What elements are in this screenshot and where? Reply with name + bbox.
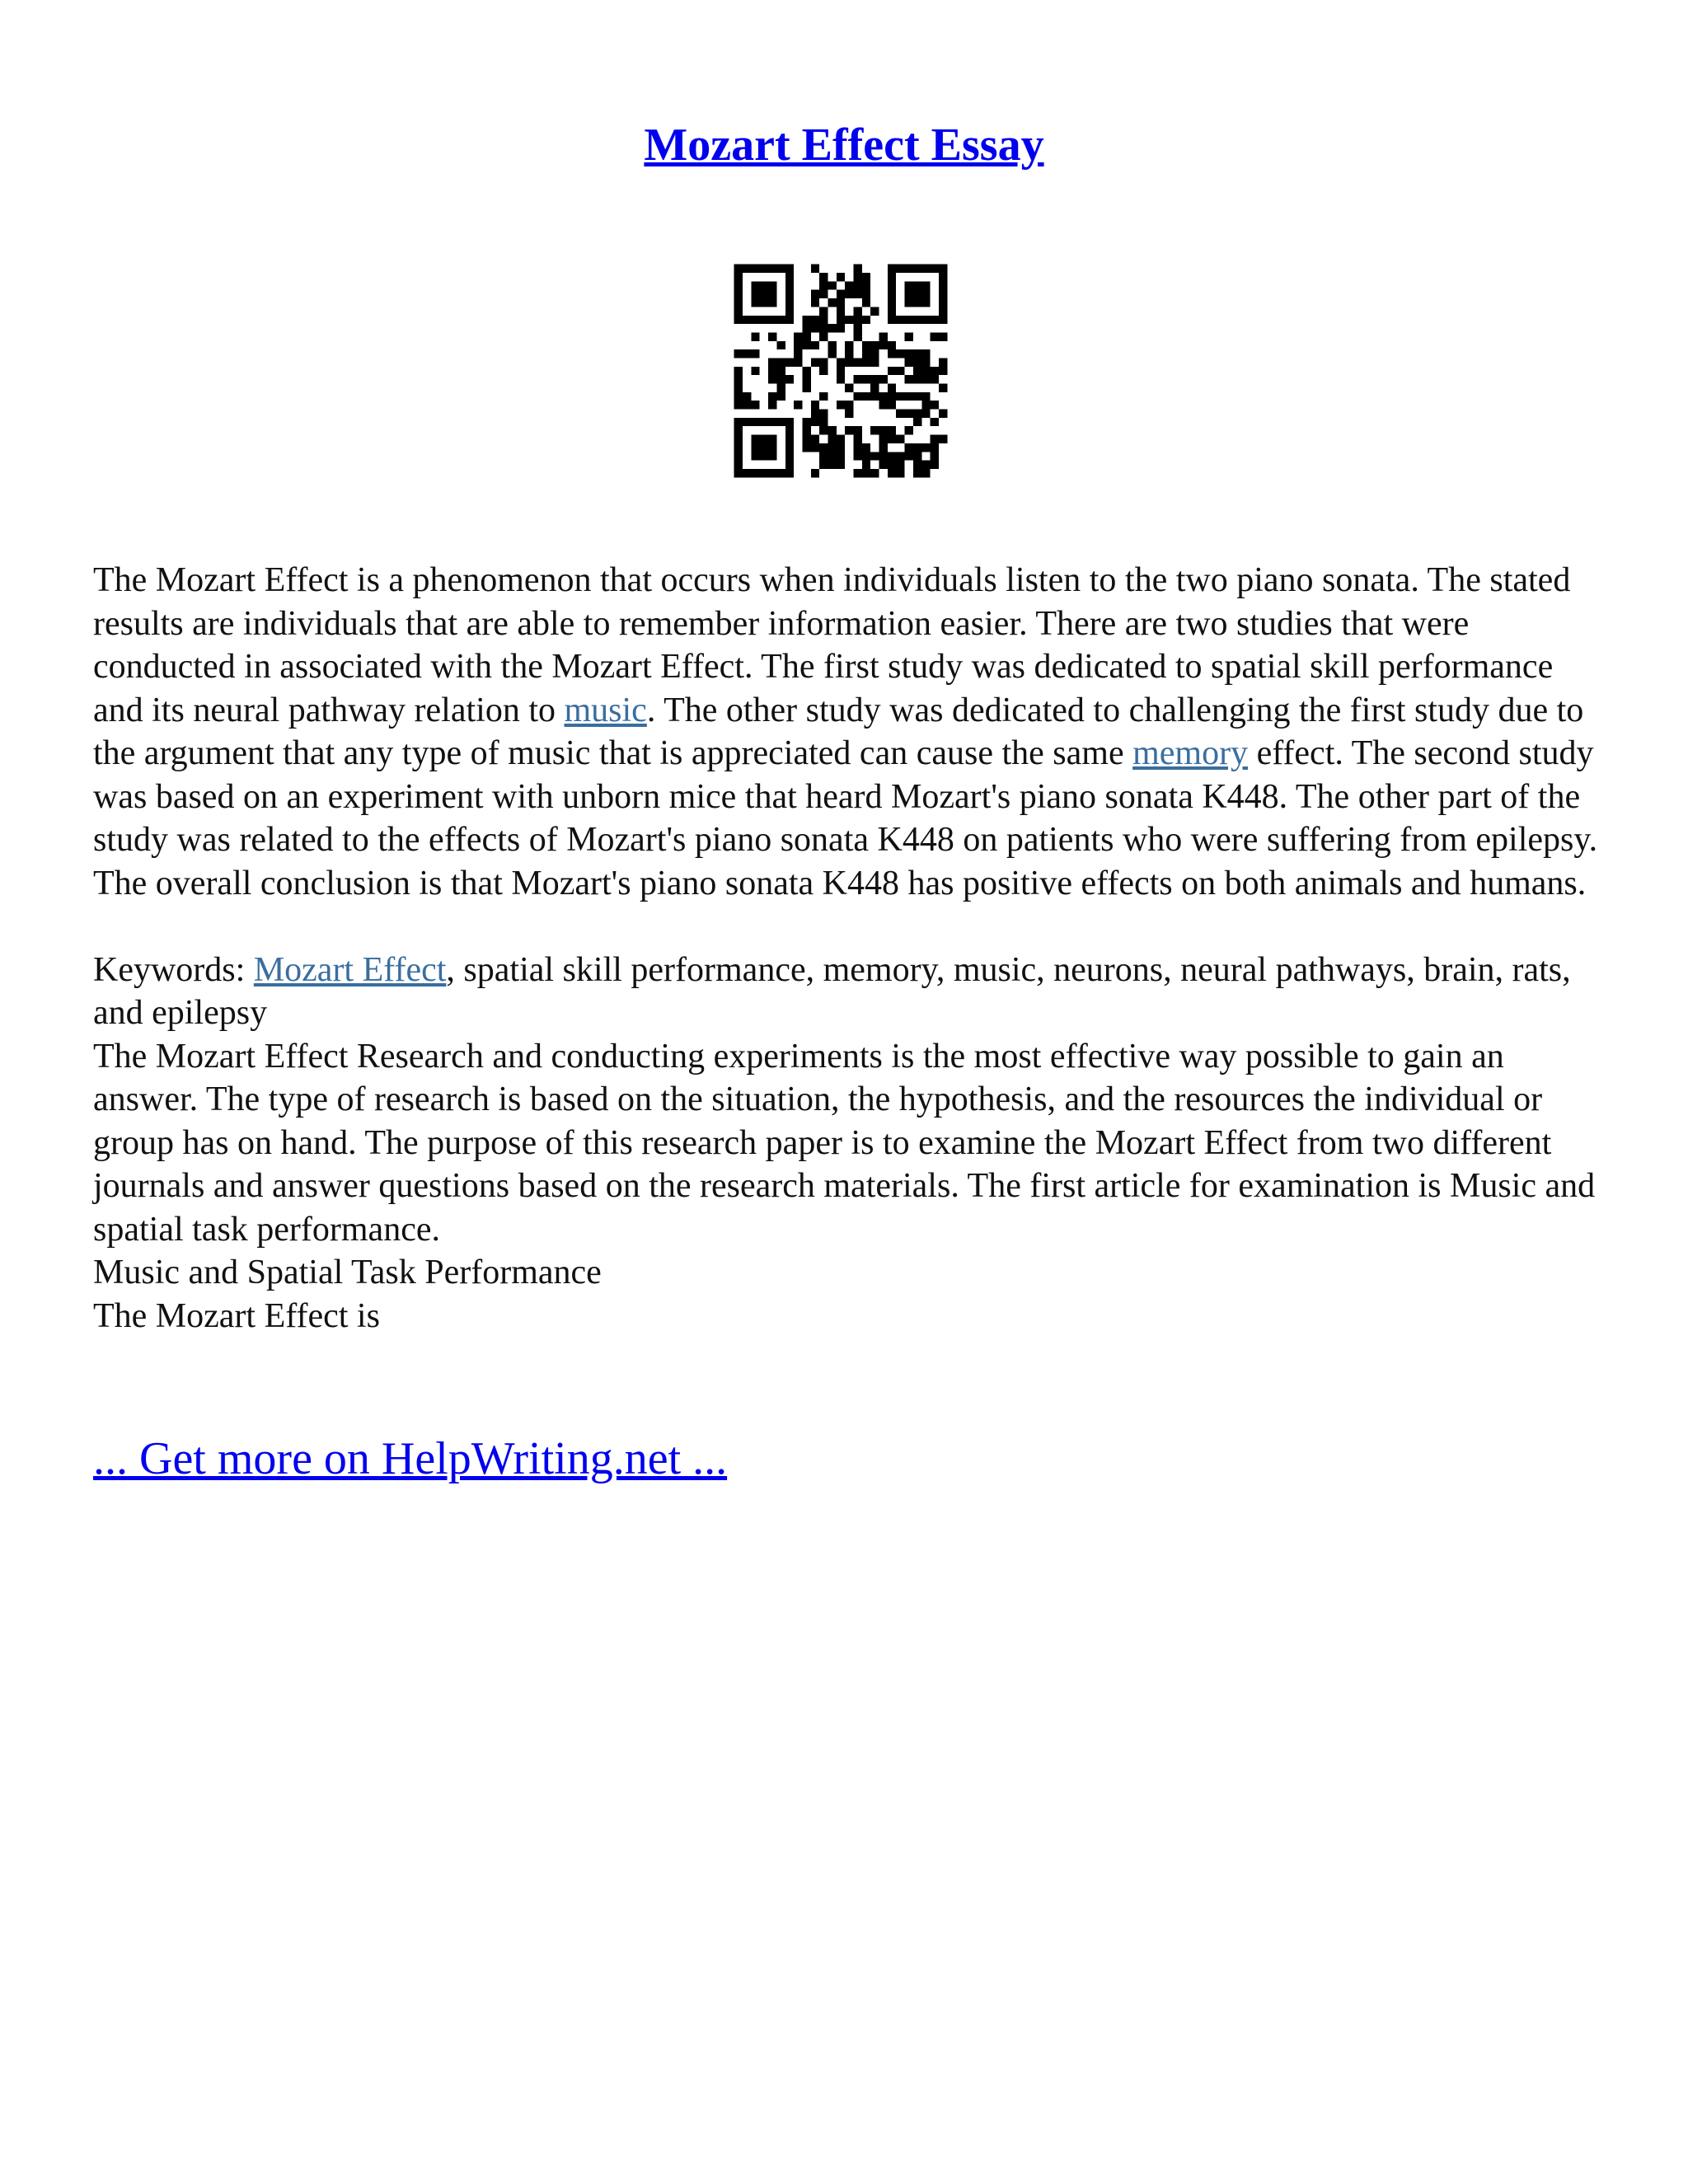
abstract-paragraph [93, 559, 1601, 905]
abstract-text-1: The Mozart Effect is a phenomenon that occurs when individuals listen to the two piano sonata. The stated results are individuals that are able to remember information easier. There are two studies that were conducted in associated with the Mozart Effect. The first study was dedicated to spatial skill performance and its neural pathway relation to [93, 561, 1571, 729]
music-link[interactable]: music [564, 691, 647, 729]
document-body [93, 559, 1601, 1338]
section-heading: Music and Spatial Task Performance [93, 1254, 602, 1291]
mozart-effect-link[interactable]: Mozart Effect [253, 950, 447, 989]
keywords-list: , spatial skill performance, memory, music, neurons, neural pathways, brain, rats, and epilepsy [93, 950, 1571, 1032]
keywords-prefix: Keywords: [93, 950, 254, 989]
qr-code-icon [717, 247, 964, 494]
keywords-paragraph [93, 949, 1601, 1035]
get-more-link[interactable]: ... Get more on HelpWriting.net ... [93, 1433, 728, 1484]
truncated-text: The Mozart Effect is [93, 1296, 380, 1335]
memory-link[interactable]: memory [1132, 734, 1249, 772]
title-link[interactable]: Mozart Effect Essay [644, 120, 1044, 171]
document-title [0, 115, 1688, 175]
get-more-link-container [93, 1430, 727, 1488]
qr-code-graphic [717, 247, 964, 494]
abstract-text-2: . The other study was dedicated to challenging the first study due to the argument that any type of music that is appreciated can cause the same [93, 691, 1584, 772]
intro-paragraph: The Mozart Effect Research and conducting experiments is the most effective way possible to gain an answer. The type of research is based on the situation, the hypothesis, and the resources the individual or group has on hand. The purpose of this research paper is to examine the Mozart Effect from two different journals and answer questions based on the research materials. The first article for examination is Music and spatial task performance. [93, 1037, 1596, 1249]
paragraph-gap [93, 905, 1601, 949]
abstract-text-3: effect. The second study was based on an experiment with unborn mice that heard Mozart's piano sonata K448. The other part of the study was related to the effects of Mozart's piano sonata K448 on patients who were suffering from epilepsy. The overall conclusion is that Mozart's piano sonata K448 has positive effects on both animals and humans. [93, 734, 1598, 902]
